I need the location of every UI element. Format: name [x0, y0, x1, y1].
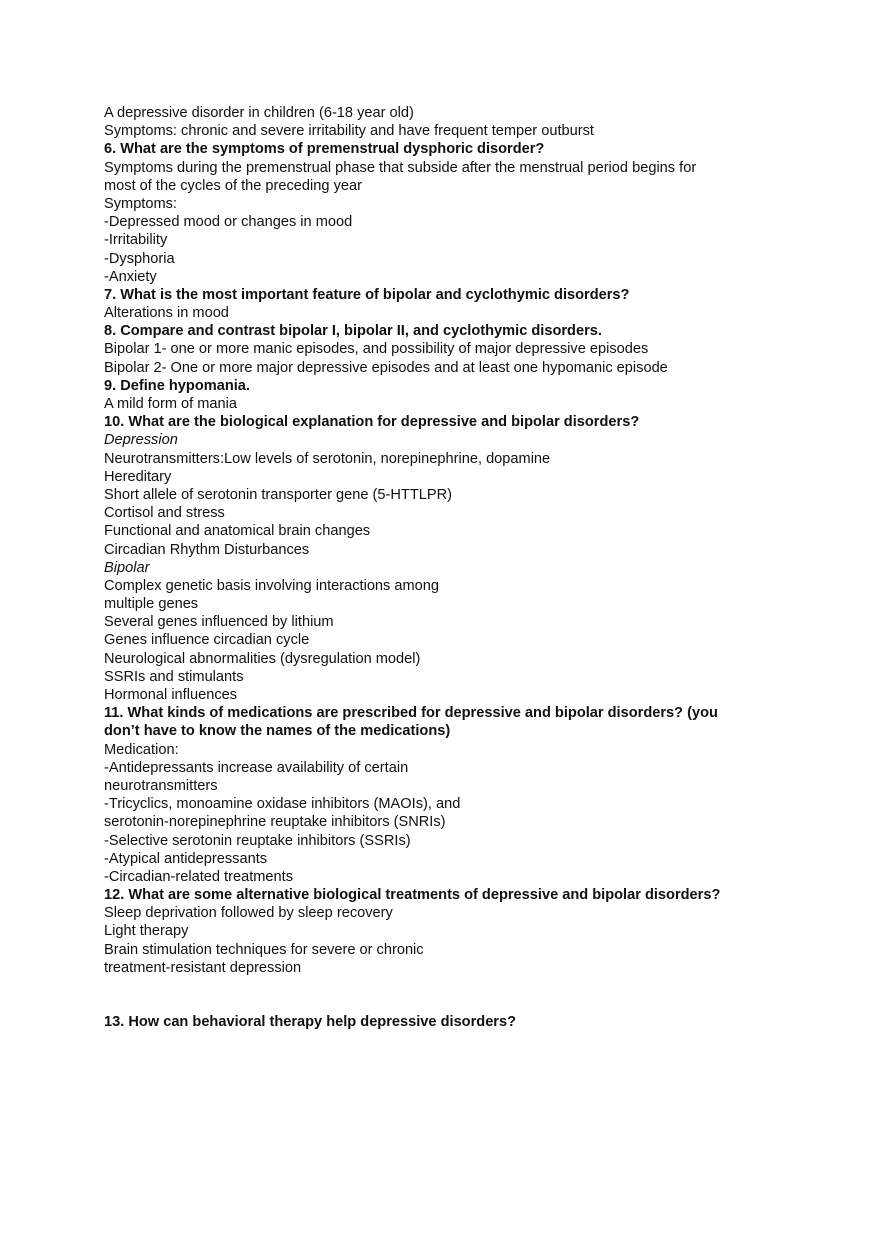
text-line: -Tricyclics, monoamine oxidase inhibitors (MAOIs), and [104, 796, 461, 813]
blank-line [104, 977, 784, 995]
question-heading: 9. Define hypomania. [104, 377, 250, 394]
text-line: Functional and anatomical brain changes [104, 523, 371, 540]
text-line: Symptoms: [104, 195, 177, 212]
question-heading: don’t have to know the names of the medications) [104, 723, 451, 740]
text-line: Symptoms during the premenstrual phase that subside after the menstrual period begins for [104, 159, 697, 176]
text-line: -Selective serotonin reuptake inhibitors (SSRIs) [104, 832, 411, 849]
text-line: Sleep deprivation followed by sleep recovery [104, 905, 393, 922]
text-line: Medication: [104, 741, 179, 758]
text-line: treatment-resistant depression [104, 959, 302, 976]
text-line: -Depressed mood or changes in mood [104, 214, 353, 231]
question-heading: 12. What are some alternative biological treatments of depressive and bipolar disorders? [104, 887, 721, 904]
text-line: serotonin-norepinephrine reuptake inhibitors (SNRIs) [104, 814, 446, 831]
document-page [104, 104, 784, 1032]
text-line: Circadian Rhythm Disturbances [104, 541, 310, 558]
subheading: Bipolar [104, 559, 150, 576]
text-line: Bipolar 2- One or more major depressive episodes and at least one hypomanic episode [104, 359, 668, 376]
text-line: Neurological abnormalities (dysregulation model) [104, 650, 421, 667]
question-heading: 13. How can behavioral therapy help depressive disorders? [104, 1014, 517, 1031]
text-line: Several genes influenced by lithium [104, 614, 334, 631]
text-line: Light therapy [104, 923, 189, 940]
text-line: Neurotransmitters:Low levels of serotonin, norepinephrine, dopamine [104, 450, 551, 467]
text-line: Alterations in mood [104, 305, 229, 322]
text-line: Genes influence circadian cycle [104, 632, 310, 649]
question-heading: 11. What kinds of medications are prescribed for depressive and bipolar disorders? (you [104, 705, 718, 722]
question-heading: 10. What are the biological explanation for depressive and bipolar disorders? [104, 414, 640, 431]
question-heading: 8. Compare and contrast bipolar I, bipolar II, and cyclothymic disorders. [104, 323, 602, 340]
text-line: neurotransmitters [104, 777, 218, 794]
text-line: most of the cycles of the preceding year [104, 177, 362, 194]
text-line: -Anxiety [104, 268, 157, 285]
text-line: -Atypical antidepressants [104, 850, 268, 867]
text-line: A depressive disorder in children (6-18 year old) [104, 105, 414, 121]
subheading: Depression [104, 432, 178, 449]
text-line: Bipolar 1- one or more manic episodes, and possibility of major depressive episodes [104, 341, 649, 358]
text-line: SSRIs and stimulants [104, 668, 244, 685]
text-line: -Circadian-related treatments [104, 868, 293, 885]
text-line: Complex genetic basis involving interactions among [104, 577, 440, 594]
text-line: Hormonal influences [104, 687, 238, 703]
text-line: Brain stimulation techniques for severe or chronic [104, 941, 424, 958]
text-line: Short allele of serotonin transporter gene (5-HTTLPR) [104, 486, 452, 503]
text-line: -Antidepressants increase availability of certain [104, 759, 409, 776]
text-line: multiple genes [104, 596, 199, 613]
question-heading: 6. What are the symptoms of premenstrual dysphoric disorder? [104, 141, 545, 158]
text-line: -Irritability [104, 232, 168, 249]
text-line: -Dysphoria [104, 250, 175, 267]
text-line: A mild form of mania [104, 396, 238, 412]
text-line: Cortisol and stress [104, 505, 225, 522]
text-line: Hereditary [104, 468, 172, 485]
blank-line [104, 995, 784, 1013]
question-heading: 7. What is the most important feature of bipolar and cyclothymic disorders? [104, 286, 630, 303]
text-line: Symptoms: chronic and severe irritability and have frequent temper outburst [104, 123, 594, 140]
